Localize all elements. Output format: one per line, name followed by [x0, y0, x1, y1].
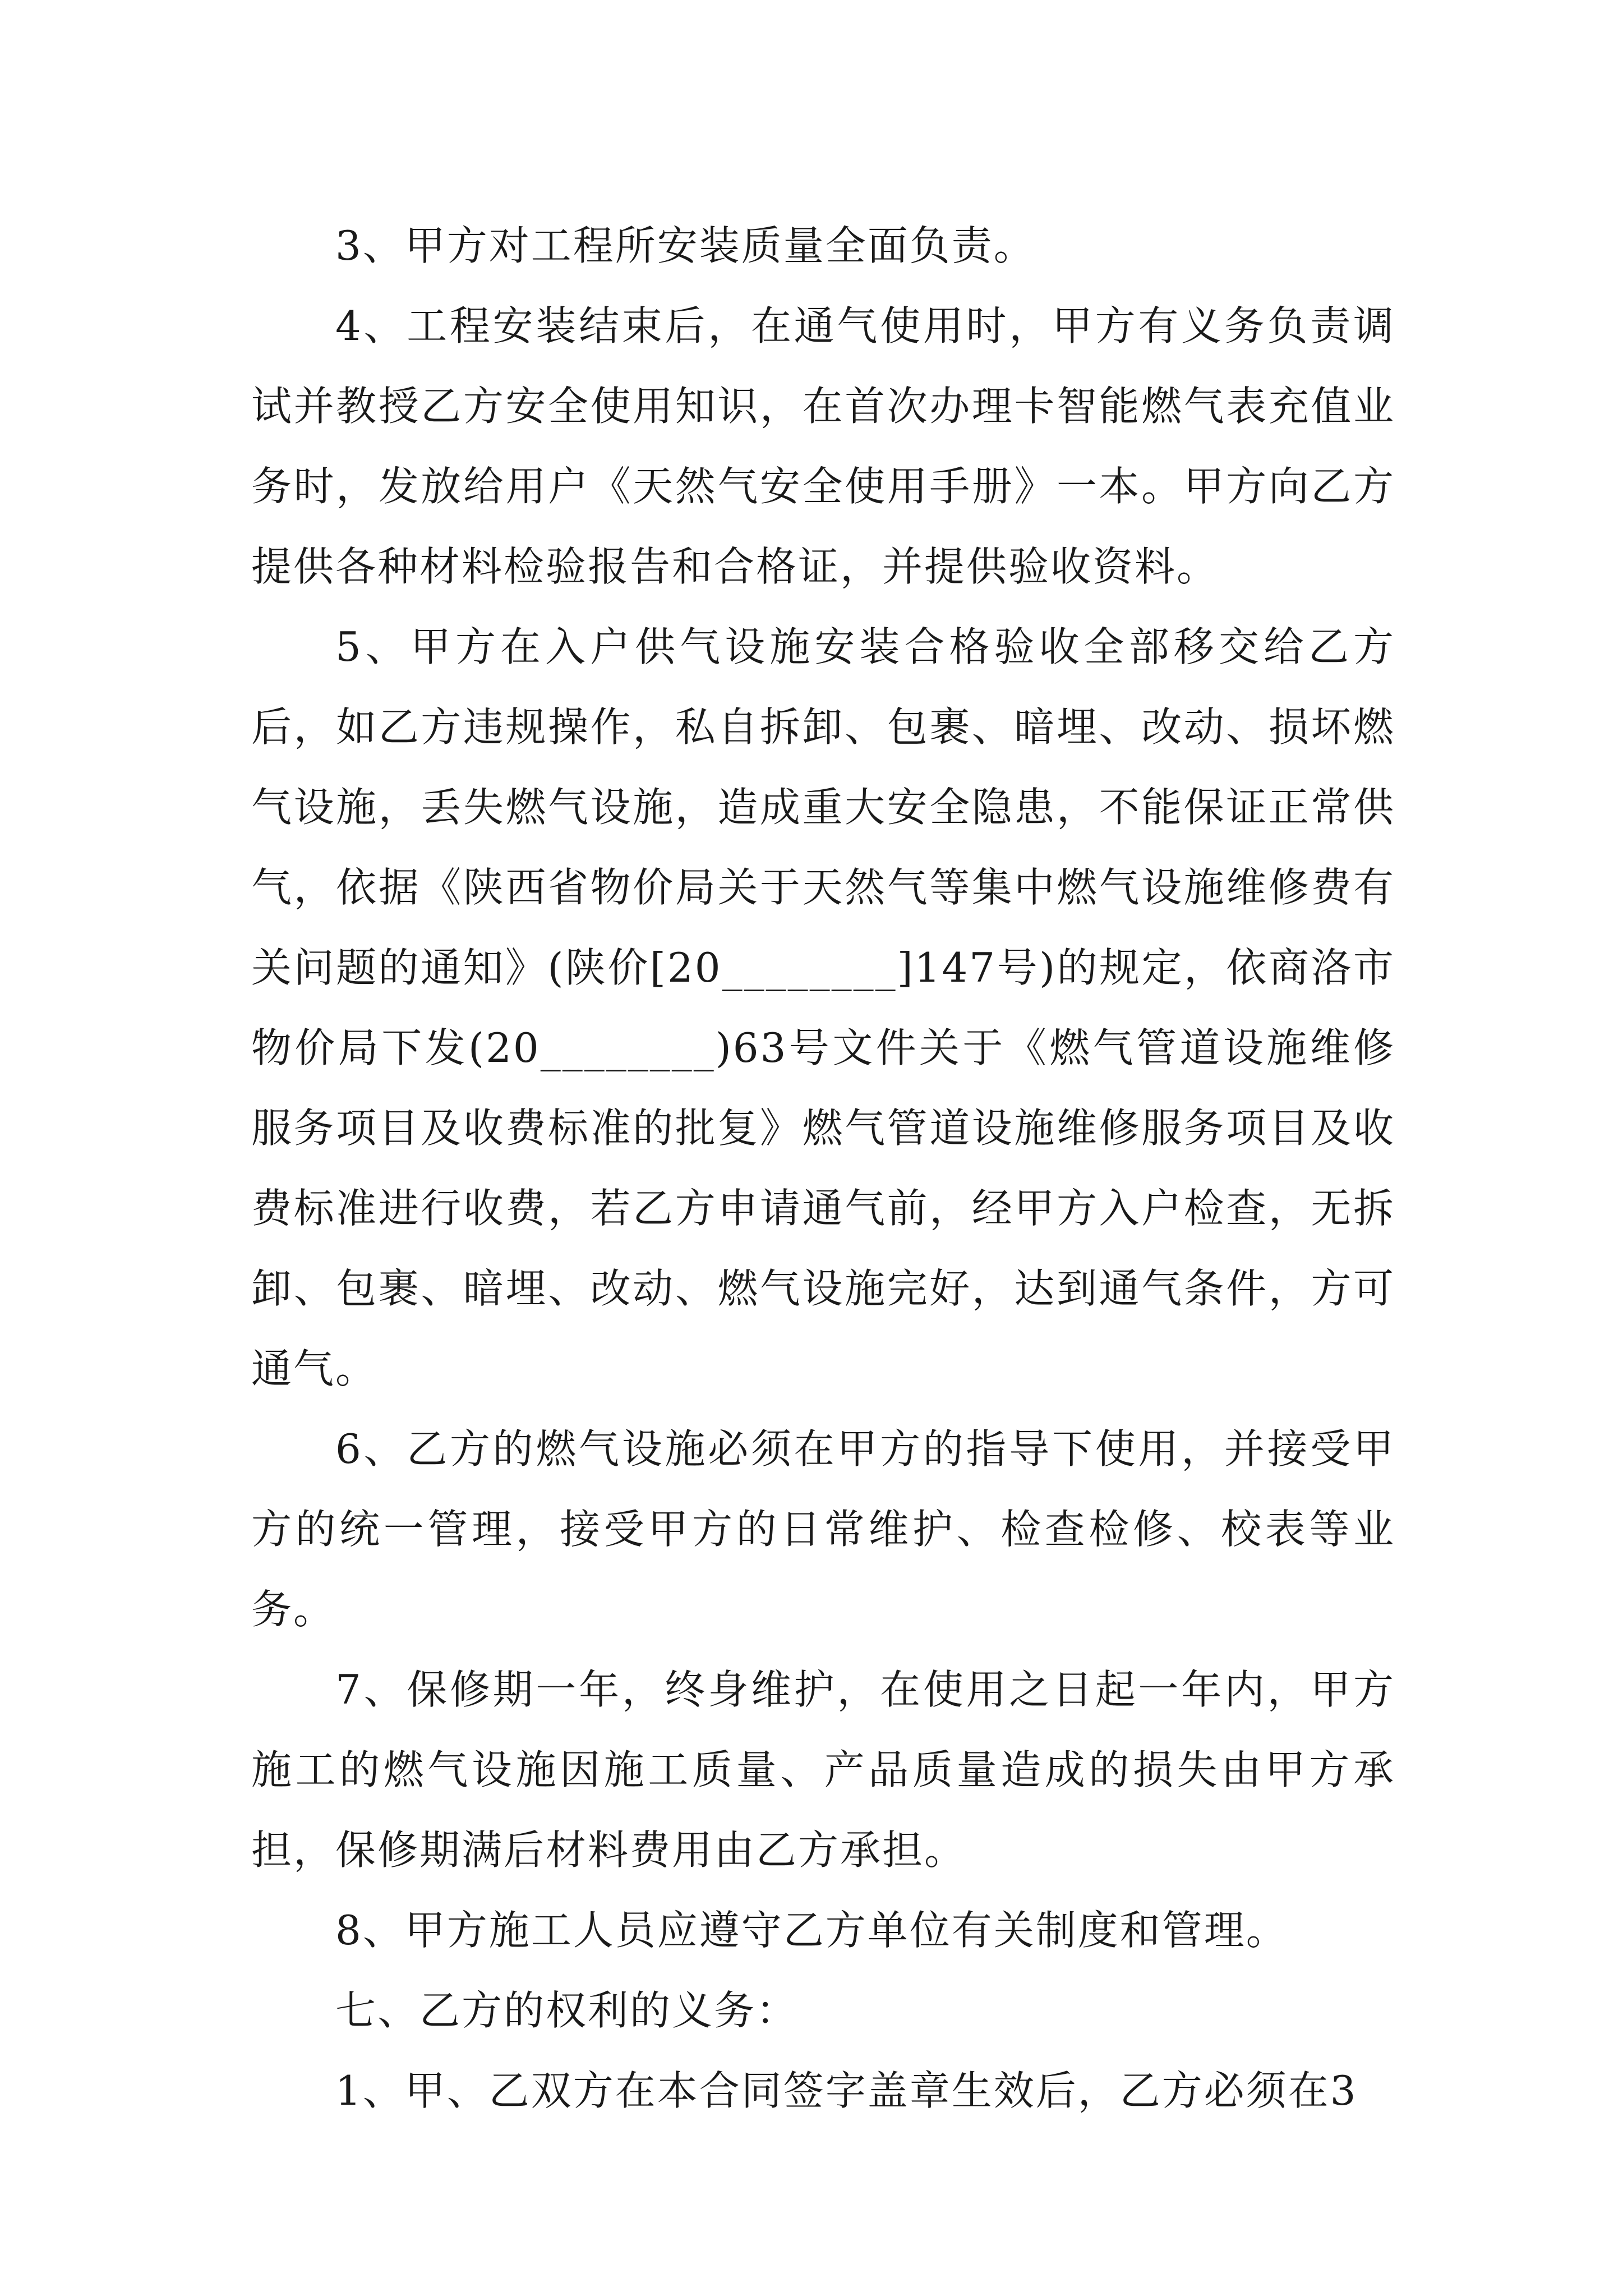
paragraph-clause-8: 8、甲方施工人员应遵守乙方单位有关制度和管理。	[335, 1907, 1288, 1954]
paragraph-clause-4: 4、工程安装结束后，在通气使用时，甲方有义务负责调试并教授乙方安全使用知识，在首次办理卡智能燃气表充值业务时，发放给用户《天然气安全使用手册》一本。甲方向乙方提供各种材料检验报告和合格证，并提供验收资料。	[251, 302, 1395, 590]
document-body	[251, 206, 1395, 2131]
section-heading-party-b-rights: 七、乙方的权利的义务：	[335, 1987, 799, 2034]
paragraph-clause-6: 6、乙方的燃气设施必须在甲方的指导下使用，并接受甲方的统一管理，接受甲方的日常维护、检查检修、校表等业务。	[251, 1425, 1395, 1633]
paragraph-clause-3: 3、甲方对工程所安装质量全面负责。	[335, 222, 1036, 269]
paragraph-party-b-clause-1: 1、甲、乙双方在本合同签字盖章生效后，乙方必须在3	[335, 2067, 1358, 2114]
paragraph-clause-7: 7、保修期一年，终身维护，在使用之日起一年内，甲方施工的燃气设施因施工质量、产品质量造成的损失由甲方承担，保修期满后材料费用由乙方承担。	[251, 1666, 1395, 1874]
paragraph-clause-5: 5、甲方在入户供气设施安装合格验收全部移交给乙方后，如乙方违规操作，私自拆卸、包裹、暗埋、改动、损坏燃气设施，丢失燃气设施，造成重大安全隐患，不能保证正常供气，依据《陕西省物价局关于天然气等集中燃气设施维修费有关问题的通知》(陕价[20________]147号)的规定，依商洛市物价局下发(20________)63号文件关于《燃气管道设施维修服务项目及收费标准的批复》燃气管道设施维修服务项目及收费标准进行收费，若乙方申请通气前，经甲方入户检查，无拆卸、包裹、暗埋、改动、燃气设施完好，达到通气条件，方可通气。	[251, 623, 1395, 1392]
